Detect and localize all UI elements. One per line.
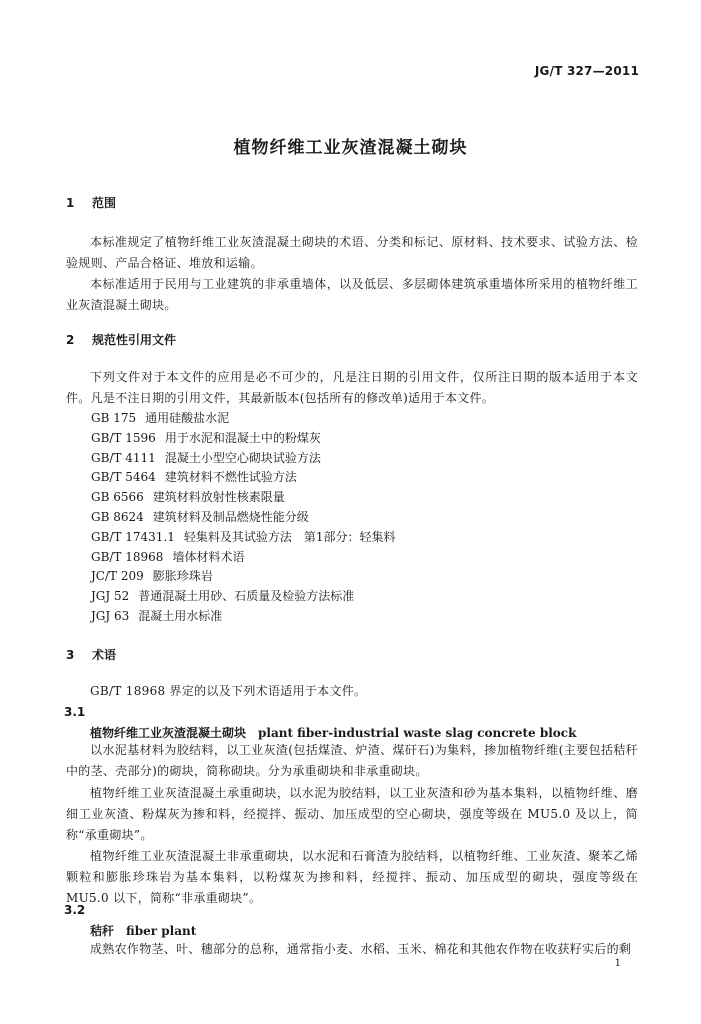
section-number: 3	[66, 648, 75, 662]
reference-code: GB/T 18968	[91, 549, 164, 564]
reference-title: 建筑材料及制品燃烧性能分级	[152, 509, 309, 524]
reference-code: JGJ 52	[91, 589, 130, 604]
term-english: plant fiber-industrial waste slag concrete block	[258, 726, 577, 740]
reference-title: 轻集料及其试验方法 第1部分：轻集料	[183, 529, 396, 544]
reference-title: 建筑材料不燃性试验方法	[164, 470, 297, 485]
reference-title: 普通混凝土用砂、石质量及检验方法标准	[138, 589, 355, 604]
reference-code: GB/T 1596	[91, 430, 156, 445]
document-title: 植物纤维工业灰渣混凝土砌块	[233, 138, 468, 158]
reference-item	[91, 567, 396, 587]
section-title: 范围	[92, 196, 117, 210]
reference-item	[91, 587, 396, 607]
reference-title: 膨胀珍珠岩	[152, 569, 213, 584]
reference-code: GB 175	[91, 411, 137, 425]
reference-item	[91, 528, 396, 548]
reference-item	[91, 468, 396, 488]
reference-item	[91, 429, 396, 449]
standard-code: JG/T 327—2011	[534, 64, 639, 78]
references-intro: 下列文件对于本文件的应用是必不可少的，凡是注日期的引用文件，仅所注日期的版本适用于本文件。凡是不注日期的引用文件，其最新版本(包括所有的修改单)适用于本文件。	[66, 370, 638, 405]
scope-paragraph-1: 本标准规定了植物纤维工业灰渣混凝土砌块的术语、分类和标记、原材料、技术要求、试验方法、检验规则、产品合格证、堆放和运输。	[66, 235, 638, 270]
reference-title: 建筑材料放射性核素限量	[152, 490, 285, 505]
reference-item	[91, 449, 396, 469]
reference-title: 墙体材料术语	[172, 549, 245, 564]
reference-item	[91, 409, 396, 429]
section-2-heading	[66, 331, 176, 348]
reference-title: 混凝土用水标准	[138, 608, 223, 623]
scope-paragraph-2: 本标准适用于民用与工业建筑的非承重墙体，以及低层、多层砌体建筑承重墙体所采用的植物纤维工业灰渣混凝土砌块。	[66, 277, 638, 312]
reference-title: 通用硅酸盐水泥	[145, 411, 230, 425]
reference-list	[91, 409, 396, 627]
term-definition: 成熟农作物茎、叶、穗部分的总称，通常指小麦、水稻、玉米、棉花和其他农作物在收获籽实后的剩	[90, 942, 632, 956]
section-title: 规范性引用文件	[92, 333, 177, 347]
terms-intro: GB/T 18968 界定的以及下列术语适用于本文件。	[90, 684, 367, 698]
section-3-heading	[66, 646, 116, 663]
reference-code: GB/T 5464	[91, 470, 156, 485]
section-1-heading	[66, 194, 116, 211]
term-chinese: 秸秆	[90, 924, 115, 938]
term-heading	[90, 724, 576, 741]
reference-title: 用于水泥和混凝土中的粉煤灰	[164, 430, 321, 445]
reference-item	[91, 607, 396, 627]
term-definition: 以水泥基材料为胶结料，以工业灰渣(包括煤渣、炉渣、煤矸石)为集料，掺加植物纤维(主要包括秸秆中的茎、壳部分)的砌块，简称砌块。分为承重砌块和非承重砌块。	[66, 743, 638, 778]
term-english: fiber plant	[126, 924, 197, 938]
reference-title: 混凝土小型空心砌块试验方法	[164, 450, 321, 465]
term-heading	[90, 922, 196, 939]
section-number: 1	[66, 196, 75, 210]
page-number: 1	[614, 958, 621, 969]
section-number: 2	[66, 333, 75, 347]
reference-code: GB/T 4111	[91, 450, 156, 465]
term-note-non-load-bearing: 植物纤维工业灰渣混凝土非承重砌块，以水泥和石膏渣为胶结料，以植物纤维、工业灰渣、聚苯乙烯颗粒和膨胀珍珠岩为基本集料，以粉煤灰为掺和料，经搅拌、振动、加压成型的砌块，强度等级在 MU5.0 以下，简称“非承重砌块”。	[66, 849, 638, 905]
reference-code: GB 8624	[91, 509, 144, 524]
term-chinese: 植物纤维工业灰渣混凝土砌块	[90, 726, 247, 740]
reference-code: GB 6566	[91, 490, 144, 505]
reference-item	[91, 508, 396, 528]
term-number: 3.2	[64, 903, 86, 917]
reference-code: GB/T 17431.1	[91, 529, 175, 544]
term-note-load-bearing: 植物纤维工业灰渣混凝土承重砌块，以水泥为胶结料，以工业灰渣和砂为基本集料，以植物纤维、磨细工业灰渣、粉煤灰为掺和料，经搅拌、振动、加压成型的空心砌块，强度等级在 MU5.0 及以上，简称“承重砌块”。	[66, 786, 638, 842]
term-number: 3.1	[64, 705, 86, 719]
reference-code: JGJ 63	[91, 608, 130, 623]
reference-code: JC/T 209	[91, 569, 144, 584]
reference-item	[91, 548, 396, 568]
section-title: 术语	[92, 648, 117, 662]
reference-item	[91, 488, 396, 508]
